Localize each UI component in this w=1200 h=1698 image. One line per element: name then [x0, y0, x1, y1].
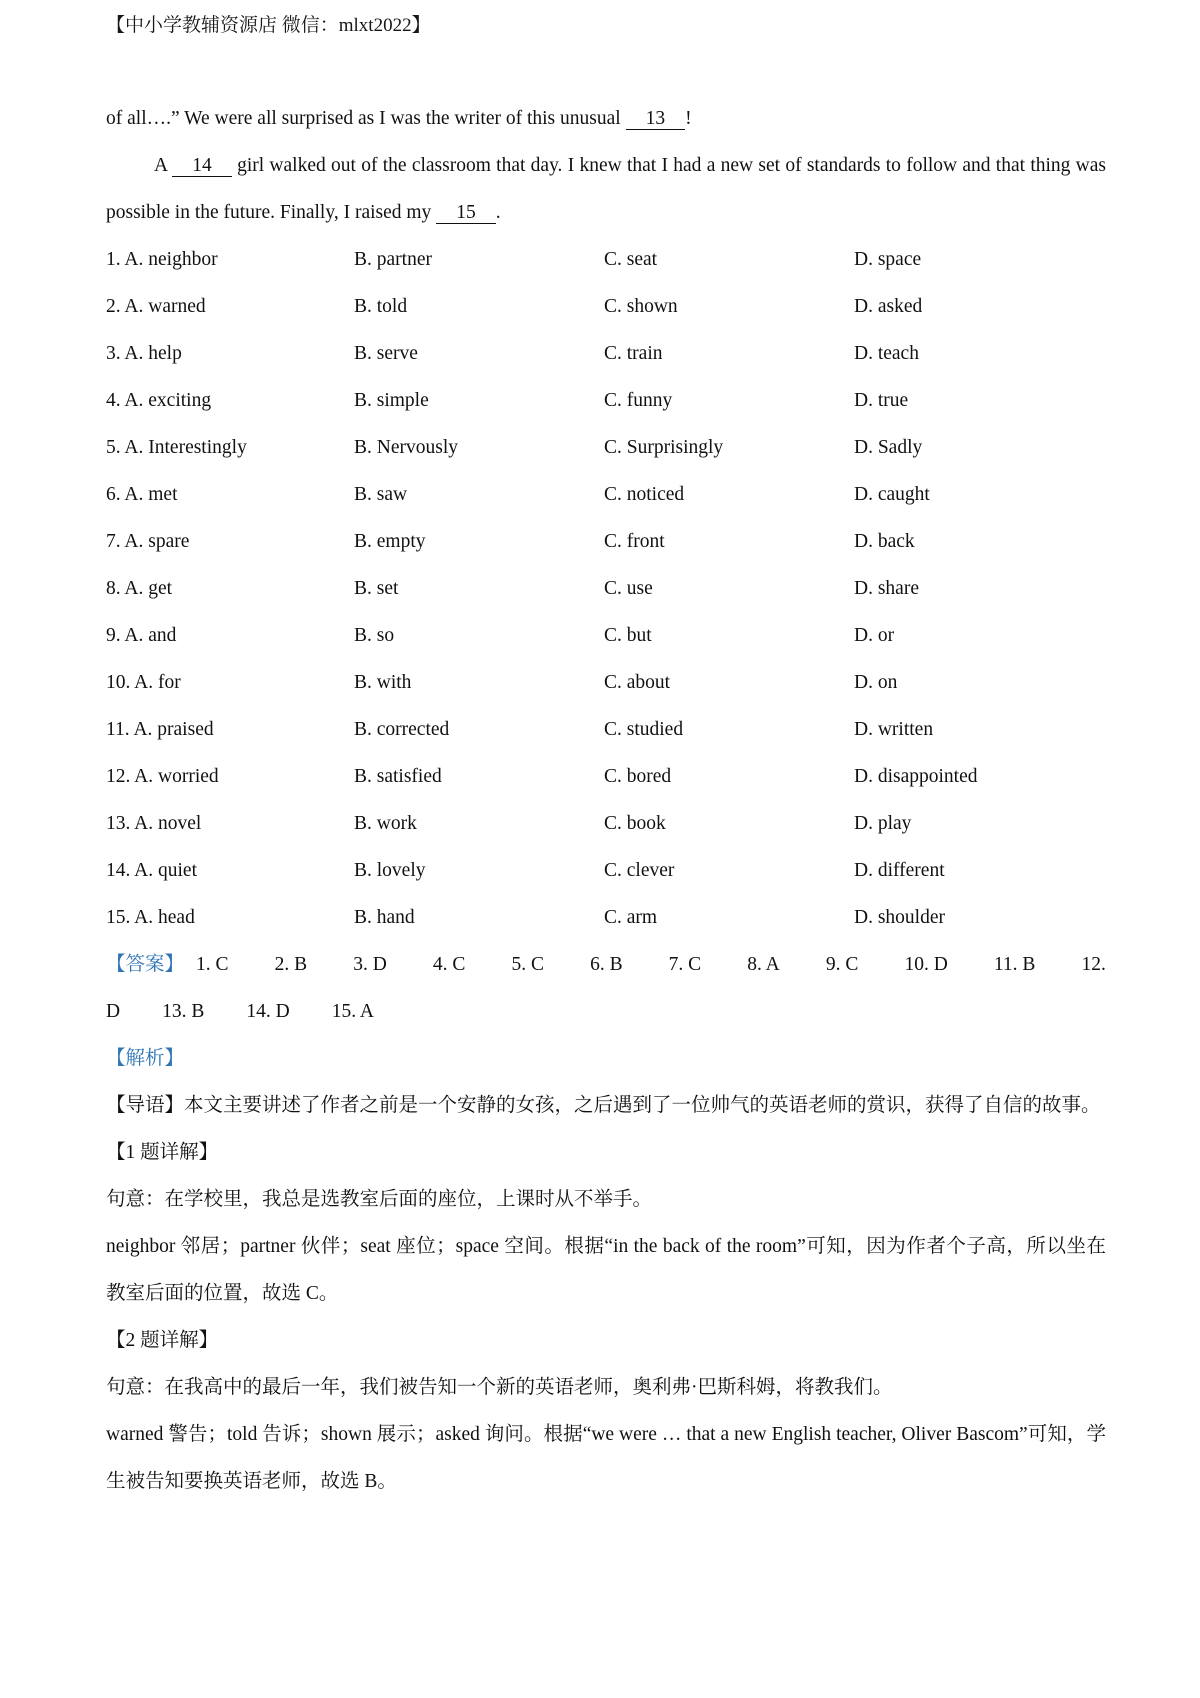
option-a: 8. A. get — [106, 578, 173, 599]
option-a: 3. A. help — [106, 343, 182, 364]
passage-p1-text: of all….” We were all surprised as I was the writer of this unusual — [106, 108, 621, 129]
answer-item: 12. — [1081, 954, 1106, 975]
question-row — [106, 377, 1106, 424]
answer-item: 10. D — [904, 954, 948, 975]
question-row — [106, 330, 1106, 377]
question-row — [106, 753, 1106, 800]
passage-p2-tail: . — [495, 202, 501, 223]
option-d: D. shoulder — [854, 907, 945, 928]
question-row — [106, 894, 1106, 941]
option-a: 9. A. and — [106, 625, 177, 646]
option-a: 10. A. for — [106, 672, 181, 693]
answer-item: 9. C — [825, 954, 859, 975]
shop-banner — [0, 0, 1200, 39]
answers-items-line1 — [196, 941, 1106, 988]
option-d: D. share — [854, 578, 919, 599]
option-c: C. funny — [604, 390, 673, 411]
option-d: D. back — [854, 531, 915, 552]
passage-p2-lead: A — [154, 155, 168, 176]
option-b: B. saw — [354, 484, 408, 505]
question-row — [106, 706, 1106, 753]
option-a: 5. A. Interestingly — [106, 437, 247, 458]
analysis-header — [106, 1035, 1106, 1082]
option-b: B. empty — [354, 531, 426, 552]
analysis-items — [106, 1129, 1106, 1505]
option-c: C. front — [604, 531, 665, 552]
answer-item: 5. C — [511, 954, 544, 975]
answers-line-2 — [106, 988, 1106, 1035]
answer-item: 2. B — [274, 954, 308, 975]
answer-item: 15. A — [331, 1001, 374, 1022]
analysis-intro: 【导语】本文主要讲述了作者之前是一个安静的女孩，之后遇到了一位帅气的英语老师的赏识，获得了自信的故事。 — [106, 1095, 1101, 1116]
option-d: D. Sadly — [854, 437, 923, 458]
question-row — [106, 800, 1106, 847]
option-b: B. told — [354, 296, 408, 317]
option-b: B. hand — [354, 907, 415, 928]
option-a: 11. A. praised — [106, 719, 214, 740]
option-a: 7. A. spare — [106, 531, 190, 552]
answer-item: 6. B — [590, 954, 623, 975]
explanation-line: warned 警告；told 告诉；shown 展示；asked 询问。根据“we were … that a new English teacher, Oliver Bascom”可知，学生被告知要换英语老师，故选 B。 — [106, 1424, 1106, 1492]
option-c: C. use — [604, 578, 653, 599]
option-b: B. corrected — [354, 719, 450, 740]
option-b: B. satisfied — [354, 766, 442, 787]
option-c: C. Surprisingly — [604, 437, 724, 458]
option-b: B. serve — [354, 343, 418, 364]
explanation-line: 句意：在学校里，我总是选教室后面的座位，上课时从不举手。 — [106, 1189, 653, 1210]
question-row — [106, 659, 1106, 706]
option-b: B. partner — [354, 249, 432, 270]
question-row — [106, 471, 1106, 518]
explanation-line: 句意：在我高中的最后一年，我们被告知一个新的英语老师，奥利弗·巴斯科姆，将教我们。 — [106, 1377, 893, 1398]
answer-item: 7. C — [668, 954, 702, 975]
option-b: B. with — [354, 672, 412, 693]
option-d: D. disappointed — [854, 766, 978, 787]
answer-item: D — [106, 1001, 121, 1022]
option-b: B. Nervously — [354, 437, 458, 458]
answer-item: 13. B — [162, 1001, 205, 1022]
option-c: C. about — [604, 672, 671, 693]
option-b: B. lovely — [354, 860, 426, 881]
option-c: C. bored — [604, 766, 672, 787]
blank-14-number: 14 — [192, 155, 212, 176]
option-c: C. shown — [604, 296, 678, 317]
explanation-line: neighbor 邻居；partner 伙伴；seat 座位；space 空间。根据“in the back of the room”可知，因为作者个子高，所以坐在教室后面的位置，故选 C。 — [106, 1236, 1106, 1304]
blank-15 — [436, 202, 496, 224]
option-a: 15. A. head — [106, 907, 195, 928]
question-row — [106, 847, 1106, 894]
question-row — [106, 565, 1106, 612]
option-d: D. written — [854, 719, 934, 740]
option-d: D. or — [854, 625, 895, 646]
question-row — [106, 518, 1106, 565]
option-b: B. simple — [354, 390, 429, 411]
option-a: 13. A. novel — [106, 813, 202, 834]
answers-label: 【答案】 — [106, 954, 185, 975]
blank-13-number: 13 — [645, 108, 666, 129]
document-body — [106, 95, 1106, 1505]
blank-13 — [626, 108, 686, 130]
option-a: 1. A. neighbor — [106, 249, 218, 270]
question-row — [106, 283, 1106, 330]
option-c: C. arm — [604, 907, 658, 928]
blank-15-number: 15 — [456, 202, 476, 223]
question-row — [106, 236, 1106, 283]
passage-paragraph-2 — [106, 142, 1106, 236]
option-d: D. asked — [854, 296, 923, 317]
option-a: 14. A. quiet — [106, 860, 197, 881]
option-b: B. set — [354, 578, 399, 599]
option-d: D. true — [854, 390, 909, 411]
option-a: 12. A. worried — [106, 766, 219, 787]
options-table — [106, 236, 1106, 941]
analysis-label: 【解析】 — [106, 1048, 185, 1069]
answers-line-1 — [106, 941, 1106, 988]
question-row — [106, 612, 1106, 659]
shop-banner-text: 【中小学教辅资源店 微信：mlxt2022】 — [106, 15, 431, 36]
option-c: C. studied — [604, 719, 684, 740]
option-b: B. work — [354, 813, 417, 834]
blank-14 — [172, 155, 232, 177]
answer-item: 1. C — [196, 954, 229, 975]
option-d: D. caught — [854, 484, 930, 505]
option-c: C. book — [604, 813, 666, 834]
option-d: D. teach — [854, 343, 919, 364]
option-c: C. train — [604, 343, 663, 364]
passage-p2-mid: girl walked out of the classroom that day. I knew that I had a new set of standards to follow and that thing was possible in the future. Finally, I raised my — [106, 155, 1107, 223]
answer-item: 3. D — [353, 954, 387, 975]
option-a: 4. A. exciting — [106, 390, 212, 411]
passage-p1-tail: ! — [685, 108, 692, 129]
option-d: D. different — [854, 860, 945, 881]
answer-item: 8. A — [747, 954, 780, 975]
answer-item: 14. D — [246, 1001, 290, 1022]
option-c: C. seat — [604, 249, 658, 270]
explanation-title: 【1 题详解】 — [106, 1142, 219, 1163]
option-d: D. space — [854, 249, 922, 270]
option-c: C. clever — [604, 860, 675, 881]
option-c: C. noticed — [604, 484, 685, 505]
option-d: D. play — [854, 813, 912, 834]
answer-item: 11. B — [993, 954, 1036, 975]
option-a: 2. A. warned — [106, 296, 206, 317]
explanation-title: 【2 题详解】 — [106, 1330, 219, 1351]
option-b: B. so — [354, 625, 395, 646]
passage-paragraph-1 — [106, 95, 1106, 142]
option-d: D. on — [854, 672, 898, 693]
question-row — [106, 424, 1106, 471]
option-a: 6. A. met — [106, 484, 178, 505]
answer-item: 4. C — [432, 954, 466, 975]
option-c: C. but — [604, 625, 652, 646]
